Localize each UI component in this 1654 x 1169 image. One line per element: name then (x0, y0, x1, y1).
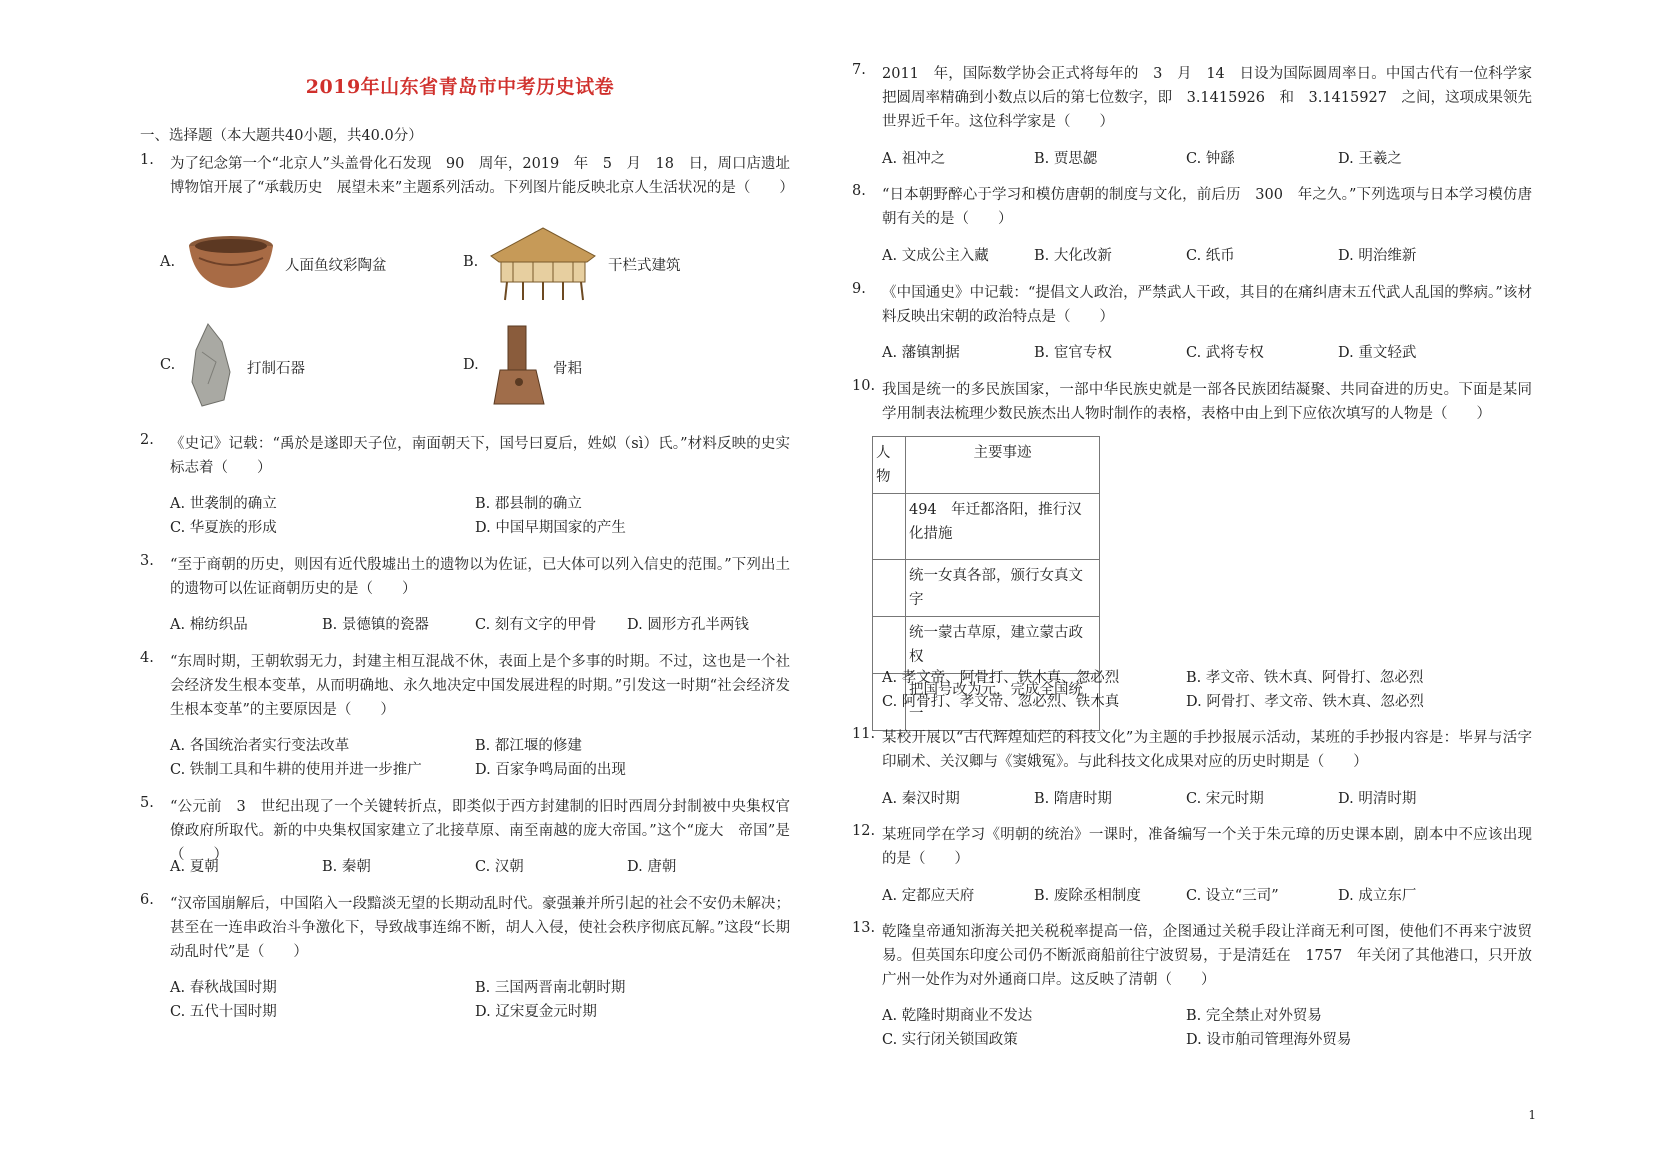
option-c[interactable]: C. 汉朝 (475, 859, 524, 875)
question-text: 《中国通史》中记载：“提倡文人政治，严禁武人干政，其目的在痛纠唐末五代武人乱国的弊病。”该材料反映出宋朝的政治特点是（ ） (882, 285, 1532, 325)
question-9 (842, 281, 1532, 329)
option-b[interactable]: B. 郡县制的确立 (475, 496, 582, 512)
option-c[interactable]: C. 五代十国时期 (170, 1004, 277, 1020)
option-d[interactable]: D. 设市舶司管理海外贸易 (1186, 1032, 1352, 1048)
stilt-house-icon (483, 226, 603, 302)
chipped-stone-tool-icon (188, 322, 234, 408)
option-label: 干栏式建筑 (608, 258, 681, 274)
option-c[interactable]: C. 华夏族的形成 (170, 520, 277, 536)
option-c[interactable]: C. 宋元时期 (1186, 791, 1264, 807)
option-c[interactable]: C. 铁制工具和牛耕的使用并进一步推广 (170, 762, 422, 778)
question-number: 2. (140, 432, 154, 448)
question-text: 为了纪念第一个“北京人”头盖骨化石发现 90 周年，2019 年 5 月 18 日，周口店遗址博物馆开展了“承载历史 展望未来”主题系列活动。下列图片能反映北京人生活状况的是（ ） (170, 156, 794, 196)
table-blank-cell (873, 560, 906, 617)
table-row: 把国号改为元，完成全国统一 (906, 674, 1100, 731)
option-c[interactable]: C. 钟繇 (1186, 151, 1235, 167)
option-letter: B. (463, 254, 479, 270)
option-c[interactable]: C. 阿骨打、孝文帝、忽必烈、铁木真 (882, 694, 1120, 710)
question-13 (842, 920, 1532, 992)
section-heading: 一、选择题（本大题共40小题，共40.0分） (140, 128, 423, 144)
option-a[interactable]: A. 夏朝 (170, 859, 219, 875)
question-number: 1. (140, 152, 154, 168)
option-b[interactable]: B. 景德镇的瓷器 (322, 617, 429, 633)
option-d[interactable]: D. 圆形方孔半两钱 (627, 617, 749, 633)
question-text: 乾隆皇帝通知浙海关把关税税率提高一倍，企图通过关税手段让洋商无利可图，使他们不再来宁波贸易。但英国东印度公司仍不断派商船前往宁波贸易，于是清廷在 1757 年关闭了其他港口，只开放广州一处作为对外通商口岸。这反映了清朝（ ） (882, 924, 1532, 988)
table-row: 统一蒙古草原，建立蒙古政权 (906, 617, 1100, 674)
option-d[interactable]: D. 王羲之 (1338, 151, 1402, 167)
option-b[interactable]: B. 废除丞相制度 (1034, 888, 1141, 904)
option-a[interactable]: A. 春秋战国时期 (170, 980, 277, 996)
question-text: 某校开展以“古代辉煌灿烂的科技文化”为主题的手抄报展示活动，某班的手抄报内容是：毕昇与活字印刷术、关汉卿与《窦娥冤》。与此科技文化成果对应的历史时期是（ ） (882, 730, 1532, 770)
option-a[interactable]: A. 孝文帝、阿骨打、铁木真、忽必烈 (882, 670, 1120, 686)
question-number: 7. (852, 62, 866, 78)
question-8 (842, 183, 1532, 231)
table-row: 统一女真各部，颁行女真文字 (906, 560, 1100, 617)
pottery-basin-icon (185, 232, 277, 292)
option-d[interactable]: D. 唐朝 (627, 859, 677, 875)
option-d[interactable]: D. 明治维新 (1338, 248, 1417, 264)
option-d[interactable]: D. 明清时期 (1338, 791, 1417, 807)
page-number: 1 (1528, 1108, 1536, 1122)
table-row: 494 年迁都洛阳，推行汉化措施 (906, 494, 1100, 560)
question-number: 8. (852, 183, 866, 199)
option-a[interactable]: A. 世袭制的确立 (170, 496, 277, 512)
option-c[interactable]: C. 设立“三司” (1186, 888, 1279, 904)
question-7 (842, 62, 1532, 134)
question-text: 2011 年，国际数学协会正式将每年的 3 月 14 日设为国际圆周率日。中国古代有一位科学家把圆周率精确到小数点以后的第七位数字，即 3.1415926 和 3.1415927 之间，这项成果领先世界近千年。这位科学家是（ ） (882, 66, 1532, 130)
bone-spade-icon (490, 322, 548, 410)
option-d[interactable]: D. 成立东厂 (1338, 888, 1417, 904)
option-d[interactable]: D. 重文轻武 (1338, 345, 1417, 361)
question-text: 《史记》记载：“禹於是遂即天子位，南面朝天下，国号曰夏后，姓姒（sì）氏。”材料反映的史实标志着（ ） (170, 436, 790, 476)
question-number: 10. (852, 378, 876, 394)
page-title: 2019年山东省青岛市中考历史试卷 (305, 76, 615, 98)
option-b[interactable]: B. 大化改新 (1034, 248, 1112, 264)
table-blank-cell (873, 494, 906, 560)
question-number: 4. (140, 650, 154, 666)
option-a[interactable]: A. 乾隆时期商业不发达 (882, 1008, 1033, 1024)
option-b[interactable]: B. 隋唐时期 (1034, 791, 1112, 807)
option-d[interactable]: D. 阿骨打、孝文帝、铁木真、忽必烈 (1186, 694, 1424, 710)
question-2 (130, 432, 790, 480)
option-letter: A. (160, 254, 176, 270)
option-c[interactable]: C. 武将专权 (1186, 345, 1264, 361)
option-b[interactable]: B. 完全禁止对外贸易 (1186, 1008, 1322, 1024)
question-5 (130, 795, 790, 867)
option-label: 骨耜 (553, 361, 582, 377)
option-a[interactable]: A. 秦汉时期 (882, 791, 960, 807)
question-number: 13. (852, 920, 876, 936)
question-1 (130, 152, 794, 200)
question-number: 3. (140, 553, 154, 569)
option-b[interactable]: B. 三国两晋南北朝时期 (475, 980, 626, 996)
option-c[interactable]: C. 刻有文字的甲骨 (475, 617, 597, 633)
option-letter: C. (160, 357, 176, 373)
question-text: “日本朝野醉心于学习和模仿唐朝的制度与文化，前后历 300 年之久。”下列选项与日本学习模仿唐朝有关的是（ ） (882, 187, 1532, 227)
question-12 (842, 823, 1532, 871)
option-a[interactable]: A. 藩镇割据 (882, 345, 960, 361)
option-a[interactable]: A. 各国统治者实行变法改革 (170, 738, 350, 754)
option-b[interactable]: B. 孝文帝、铁木真、阿骨打、忽必烈 (1186, 670, 1424, 686)
table-header-person: 人物 (873, 437, 906, 494)
question-text: “至于商朝的历史，则因有近代殷墟出土的遗物以为佐证，已大体可以列入信史的范围。”下列出土的遗物可以佐证商朝历史的是（ ） (170, 557, 790, 597)
table-header-deeds: 主要事迹 (906, 437, 1100, 494)
option-d[interactable]: D. 中国早期国家的产生 (475, 520, 626, 536)
option-a[interactable]: A. 祖冲之 (882, 151, 946, 167)
option-c[interactable]: C. 实行闭关锁国政策 (882, 1032, 1018, 1048)
option-a[interactable]: A. 棉纺织品 (170, 617, 248, 633)
option-label: 打制石器 (247, 361, 305, 377)
question-number: 11. (852, 726, 876, 742)
option-b[interactable]: B. 宦官专权 (1034, 345, 1112, 361)
question-number: 6. (140, 892, 154, 908)
question-4 (130, 650, 790, 722)
question-text: 某班同学在学习《明朝的统治》一课时，准备编写一个关于朱元璋的历史课本剧，剧本中不应该出现的是（ ） (882, 827, 1532, 867)
question-text: “东周时期，王朝软弱无力，封建主相互混战不休，表面上是个多事的时期。不过，这也是一个社会经济发生根本变革，从而明确地、永久地决定中国发展进程的时期。”引发这一时期“社会经济发生根本变革”的主要原因是（ ） (170, 654, 790, 718)
question-11 (842, 726, 1532, 774)
option-b[interactable]: B. 秦朝 (322, 859, 371, 875)
option-b[interactable]: B. 都江堰的修建 (475, 738, 582, 754)
question-number: 5. (140, 795, 154, 811)
option-d[interactable]: D. 辽宋夏金元时期 (475, 1004, 597, 1020)
question-text: “公元前 3 世纪出现了一个关键转折点，即类似于西方封建制的旧时西周分封制被中央集权官僚政府所取代。新的中央集权国家建立了北接草原、南至南越的庞大帝国。”这个“庞大 帝国”是（ ） (170, 799, 790, 863)
question-number: 12. (852, 823, 876, 839)
question-6 (130, 892, 790, 964)
option-c[interactable]: C. 纸币 (1186, 248, 1235, 264)
question-3 (130, 553, 790, 601)
option-letter: D. (463, 357, 479, 373)
question-10 (842, 378, 1532, 426)
question-text: “汉帝国崩解后，中国陷入一段黯淡无望的长期动乱时代。豪强兼并所引起的社会不安仍未解决；甚至在一连串政治斗争激化下，导致战事连绵不断，胡人入侵，使社会秩序彻底瓦解。”这段“长期动乱时代”是（ ） (170, 896, 790, 960)
option-a[interactable]: A. 定都应天府 (882, 888, 975, 904)
question-number: 9. (852, 281, 866, 297)
table-blank-cell (873, 617, 906, 674)
option-label: 人面鱼纹彩陶盆 (285, 258, 387, 274)
option-a[interactable]: A. 文成公主入藏 (882, 248, 989, 264)
option-d[interactable]: D. 百家争鸣局面的出现 (475, 762, 626, 778)
question-text: 我国是统一的多民族国家，一部中华民族史就是一部各民族团结凝聚、共同奋进的历史。下面是某同学用制表法梳理少数民族杰出人物时制作的表格，表格中由上到下应依次填写的人物是（ ） (882, 382, 1532, 422)
option-b[interactable]: B. 贾思勰 (1034, 151, 1098, 167)
